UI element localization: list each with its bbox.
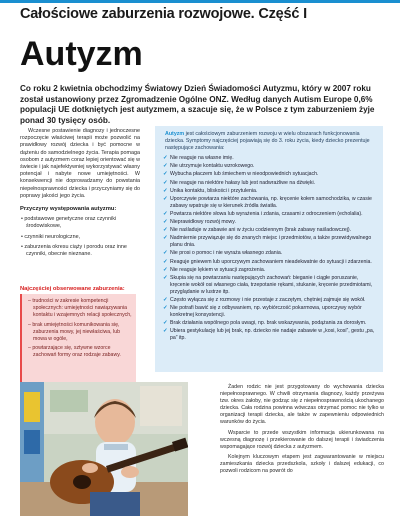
top-accent-bar [0,0,400,3]
list-item: – trudności w zakresie kompetencji społecznych: umiejętności nawiązywania kontaktu i wzajemnych relacji społecznych, [28,298,132,319]
checkmark-icon: ✓ [163,219,168,226]
photo-illustration [20,382,188,516]
list-item: – powtarzające się, sztywne wzorce zachowań formy oraz rodzaje zabawy. [28,345,121,359]
checkmark-icon: ✓ [163,195,168,202]
checkmark-icon: ✓ [163,171,168,178]
list-item: – brak umiejętności komunikowania się, zaburzenia mowy, jej niewłaściwa, lub mowa w ogóle, [28,321,120,343]
body-paragraph: Wsparcie to przede wszystkim informacja ukierunkowana na wczesną diagnozę i przekierowanie do dalszej terapii i świadczenia wspomagające rozwój dziecka z autyzmem. [220,429,384,450]
child-with-guitar-photo [20,382,188,516]
checkmark-icon: ✓ [163,210,168,217]
symptom-item: ✓ Reaguje gniewem lub uporczywym zachowaniem nieadekwatnie do sytuacji i zdarzenia. [163,258,372,265]
checkmark-icon: ✓ [163,328,168,335]
symptom-item: ✓ Nieprawidłowy rozwój mowy. [163,219,236,226]
checkmark-icon: ✓ [163,235,168,242]
symptom-item: ✓ Nie naśladuje w zabawie ani w życiu codziennym (brak zabawy naśladowczej). [163,227,352,234]
symptom-item: ✓ Nie potrafi bawić się z odbywaniem, np. wybiórczość pokarmowa, uporczywy wybór konkretnej konsystencji. [163,305,362,318]
checkmark-icon: ✓ [163,275,168,282]
warning-box [20,294,136,382]
checkmark-icon: ✓ [163,305,168,311]
lead-paragraph: Co roku 2 kwietnia obchodzimy Światowy Dzień Świadomości Autyzmu, który w 2007 roku został ustanowiony przez Zgromadzenie Ogólne ONZ. Według danych Autism Europe 0,6% populacji UE dotkniętych jest autyzmem, a szacuje się, że w Polsce z tym zaburzeniem żyje ponad 30 tysięcy osób. [20,84,375,125]
symptoms-list [163,155,377,342]
symptom-item: ✓ Powtarza niektóre słowa lub wyrażenia i zdania, czasami z odroczeniem (echolalia). [163,210,363,217]
warning-heading: Najczęściej obserwowane zaburzenia: [20,286,125,292]
intro-paragraph: Wczesne postawienie diagnozy i jednoczesne rozpoczęcie właściwej terapii może pozwolić na prawidłowy rozwój dziecka i być pomocne w dążeniu do samodzielnego życia. Terapia pomaga osobom z autyzmem coraz lepiej orientować się w świecie i jak najefektywniej wykorzystywać własny potencjał i nabyte nowe umiejętności. W konsekwencji nie doprowadzamy do powstania niepełnosprawności dziecka i przyczyniamy się do poprawy jakości jego życia. [20,128,140,199]
symptom-item: ✓ Unika kontaktu, bliskości i przytulenia. [163,187,258,194]
symptom-item: ✓ Nadmiernie przywiązuje się do znanych miejsc i przedmiotów, a także przewidywalnego planu dnia. [163,235,372,249]
page-title: Autyzm [20,35,143,73]
symptom-item: ✓ Uporczywie powtarza niektóre zachowania, np. kręcenie kołem samochodzika, w czasie zabawy wpatruje się w kierunek źródła światła. [163,195,372,209]
body-paragraph: Kolejnym kluczowym etapem jest zagwarantowanie w miejscu zamieszkania dziecka przedszkola, szkoły i dalszej edukacji, co pozwoli rodzicom na powrót do [220,453,384,475]
checkmark-icon: ✓ [163,250,168,257]
checkmark-icon: ✓ [163,227,168,234]
left-column [20,128,140,261]
checkmark-icon: ✓ [163,155,168,161]
symptoms-intro: Autyzm jest całościowym zaburzeniem rozwoju w wielu obszarach funkcjonowania dziecka. Symptomy najczęściej pojawiają się do 3. roku życia, kiedy dziecko prezentuje następujące zachowania: [165,131,370,151]
checkmark-icon: ✓ [163,163,168,170]
symptom-item: ✓ Wybucha płaczem lub śmiechem w nieodpowiednich sytuacjach. [163,171,319,178]
symptom-item: ✓ Brak działania wspólnego pola uwagi, np. brak wskazywania, podążania za dorosłym. [163,319,367,326]
bottom-column [220,384,384,478]
symptom-item: ✓ Nie reaguje lękiem w sytuacji zagrożenia. [163,266,266,273]
symptom-item: ✓ Ubiera gestykulację lub jej brak, np. dziecko nie nadaje zabawie w „kosi, kosi”, gestu „pa, pa” itp. [163,328,375,341]
checkmark-icon: ✓ [163,296,168,303]
checkmark-icon: ✓ [163,187,168,194]
checkmark-icon: ✓ [163,266,168,273]
checkmark-icon: ✓ [163,319,168,326]
symptoms-box [155,126,383,372]
symptom-item: ✓ Nie utrzymuje kontaktu wzrokowego. [163,163,255,170]
checkmark-icon: ✓ [163,258,168,265]
checkmark-icon: ✓ [163,179,168,186]
symptom-item: ✓ Nie reaguje na niektóre hałasy lub jest nadwrażliwe na dźwięki. [163,179,316,186]
series-title: Całościowe zaburzenia rozwojowe. Część I [20,6,307,22]
causes-list [20,216,140,258]
symptom-item: ✓ Nie reaguje na własne imię. [163,155,234,161]
symptom-item: ✓ Skupia się na powtarzaniu następujących zachowań: bieganie i ciągłe poruszanie, kręcenie wokół osi własnego ciała, trzepotanie rękami, stukanie, kręcenie przedmiotami, przyglądanie w lustrze itp. [163,275,373,295]
list-item: • czynniki neurologiczne, [21,233,81,240]
causes-heading: Przyczyny występowania autyzmu: [20,206,117,213]
symptom-item: ✓ Nie prosi o pomoc i nie wyraża własnego zdania. [163,250,283,257]
body-paragraph: Żaden rodzic nie jest przygotowany do wychowania dziecka niepełnosprawnego. W chwili otrzymania diagnozy, każdy przeżywa tzw. okres żałoby, nie godząc się z niepełnosprawnością ukochanego dziecka. Cała rodzina powinna wówczas otrzymać pomoc nie tylko w organizacji terapii dziecka, ale także w zapewnieniu odpowiednich warunków do życia. [220,384,384,426]
list-item: • podstawowe genetyczne oraz czynniki środowiskowe, [21,216,117,230]
symptom-item: ✓ Często wyłącza się z rozmowy i nie przestaje z zaczętym, chętniej zajmuje się wokół. [163,296,366,303]
list-item: • zaburzenia okresu ciąży i porodu oraz inne czynniki, obecnie nieznane. [21,243,127,258]
